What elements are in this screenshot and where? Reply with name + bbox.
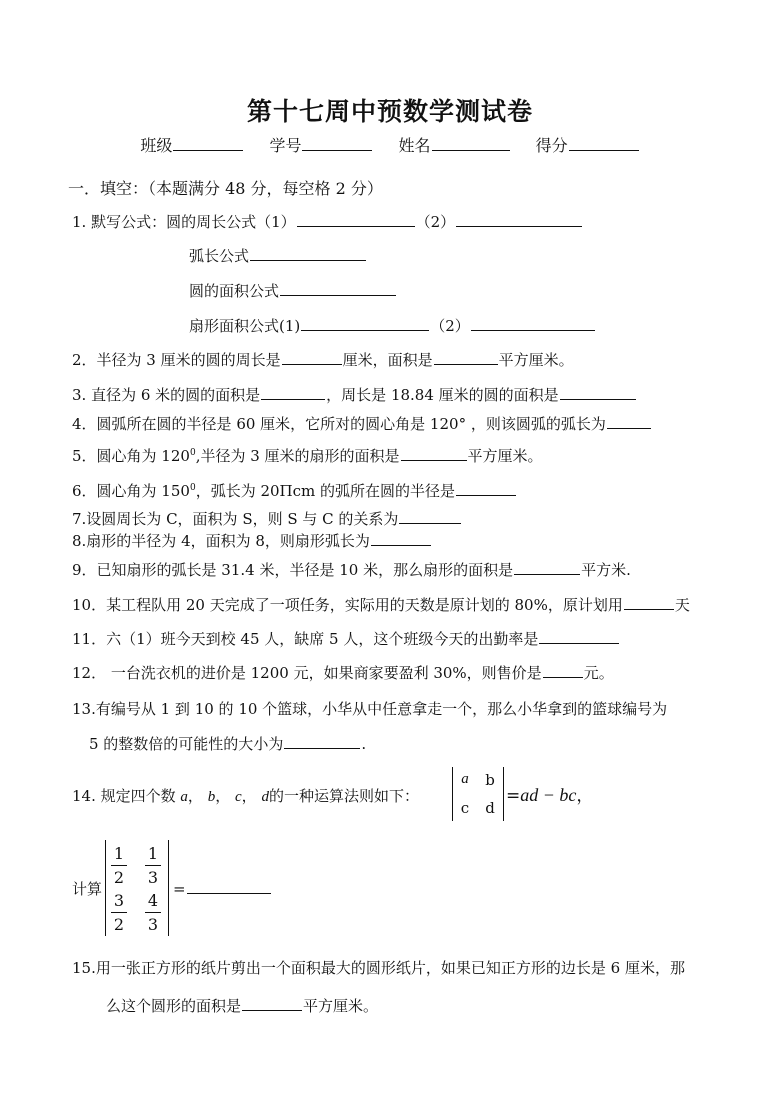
question-7: 7.设圆周长为 C，面积为 S，则 S 与 C 的关系为 — [72, 509, 462, 529]
question-3: 3. 直径为 6 米的圆的面积是 ，周长是 18.84 厘米的圆的面积是 — [72, 385, 637, 405]
name-field[interactable]: 姓名 — [399, 133, 511, 156]
answer-blank[interactable] — [456, 212, 582, 227]
question-15-line-1: 15.用一张正方形的纸片剪出一个面积最大的圆形纸片，如果已知正方形的边长是 6 厘米，那 — [72, 959, 685, 977]
answer-blank[interactable] — [284, 734, 360, 749]
calc-label: 计算 — [72, 880, 103, 898]
question-10: 10．某工程队用 20 天完成了一项任务，实际用的天数是原计划的 80%，原计划用 天 — [72, 596, 690, 614]
class-field[interactable]: 班级 — [140, 133, 244, 156]
answer-blank[interactable] — [280, 281, 396, 296]
matrix-cell: d — [485, 799, 495, 817]
answer-blank[interactable] — [242, 996, 302, 1011]
answer-blank[interactable] — [543, 663, 583, 678]
matrix-cell: b — [485, 771, 495, 789]
question-13-line-2: 5 的整数倍的可能性的大小为 . — [89, 735, 367, 753]
question-9: 9．已知扇形的弧长是 31.4 米，半径是 10 米，那么扇形的面积是 平方米. — [72, 561, 631, 579]
answer-blank[interactable] — [297, 212, 415, 227]
answer-blank[interactable] — [371, 531, 431, 546]
answer-blank[interactable] — [607, 414, 651, 429]
matrix-cell: c — [460, 799, 470, 817]
answer-blank[interactable] — [250, 246, 366, 261]
question-1-sector: 扇形面积公式(1) （2） — [189, 316, 596, 336]
answer-blank[interactable] — [282, 350, 342, 365]
question-4: 4．圆弧所在圆的半径是 60 厘米，它所对的圆心角是 120° ，则该圆弧的弧长为 — [72, 414, 652, 434]
answer-blank[interactable] — [301, 316, 429, 331]
question-1-area: 圆的面积公式 — [189, 281, 397, 301]
fraction: 3 2 — [108, 891, 130, 934]
answer-blank[interactable] — [560, 385, 636, 400]
question-5: 5．圆心角为 $120^0$,半径为 3 厘米的扇形的面积是 平方厘米。 — [72, 447, 543, 465]
fraction: 1 3 — [142, 844, 164, 887]
score-field[interactable]: 得分 — [536, 133, 640, 156]
answer-blank[interactable] — [261, 385, 325, 400]
question-12: 12． 一台洗衣机的进价是 1200 元，如果商家要盈利 30%，则售价是 元。 — [72, 664, 614, 682]
question-8: 8.扇形的半径为 4，面积为 8，则扇形弧长为 — [72, 531, 432, 551]
formula-result: =ad − bc， — [506, 785, 594, 806]
calc-answer: = — [173, 879, 272, 899]
question-14-line-1: 14. 规定四个数 a， b， c， d的一种运算法则如下： — [72, 787, 419, 805]
section-heading: 一．填空：（本题满分 48 分，每空格 2 分） — [68, 179, 383, 198]
fraction: 4 3 — [142, 891, 164, 934]
fraction: 1 2 — [108, 844, 130, 887]
question-13-line-1: 13.有编号从 1 到 10 的 10 个篮球，小华从中任意拿走一个，那么小华拿到的篮球编号为 — [72, 700, 668, 718]
answer-blank[interactable] — [539, 629, 619, 644]
question-2: 2．半径为 3 厘米的圆的周长是 厘米，面积是 平方厘米。 — [72, 351, 574, 369]
answer-blank[interactable] — [514, 560, 580, 575]
question-1-arc: 弧长公式 — [189, 246, 367, 266]
student-info-row — [0, 133, 780, 156]
question-11: 11．六（1）班今天到校 45 人，缺席 5 人，这个班级今天的出勤率是 — [72, 629, 620, 649]
question-6: 6．圆心角为 $150^0$，弧长为 20Πcm 的弧所在圆的半径是 — [72, 478, 517, 501]
page-title: 第十七周中预数学测试卷 — [246, 97, 533, 126]
answer-blank[interactable] — [624, 595, 674, 610]
answer-blank[interactable] — [471, 316, 595, 331]
answer-blank[interactable] — [456, 481, 516, 496]
question-15-line-2: 么这个圆形的面积是 平方厘米。 — [106, 997, 379, 1015]
id-field[interactable]: 学号 — [269, 133, 373, 156]
answer-blank[interactable] — [187, 879, 271, 894]
answer-blank[interactable] — [399, 509, 461, 524]
matrix-cell: a — [461, 771, 469, 787]
answer-blank[interactable] — [401, 446, 467, 461]
answer-blank[interactable] — [434, 350, 498, 365]
question-1-line-1: 1. 默写公式：圆的周长公式（1） （2） — [72, 212, 583, 232]
